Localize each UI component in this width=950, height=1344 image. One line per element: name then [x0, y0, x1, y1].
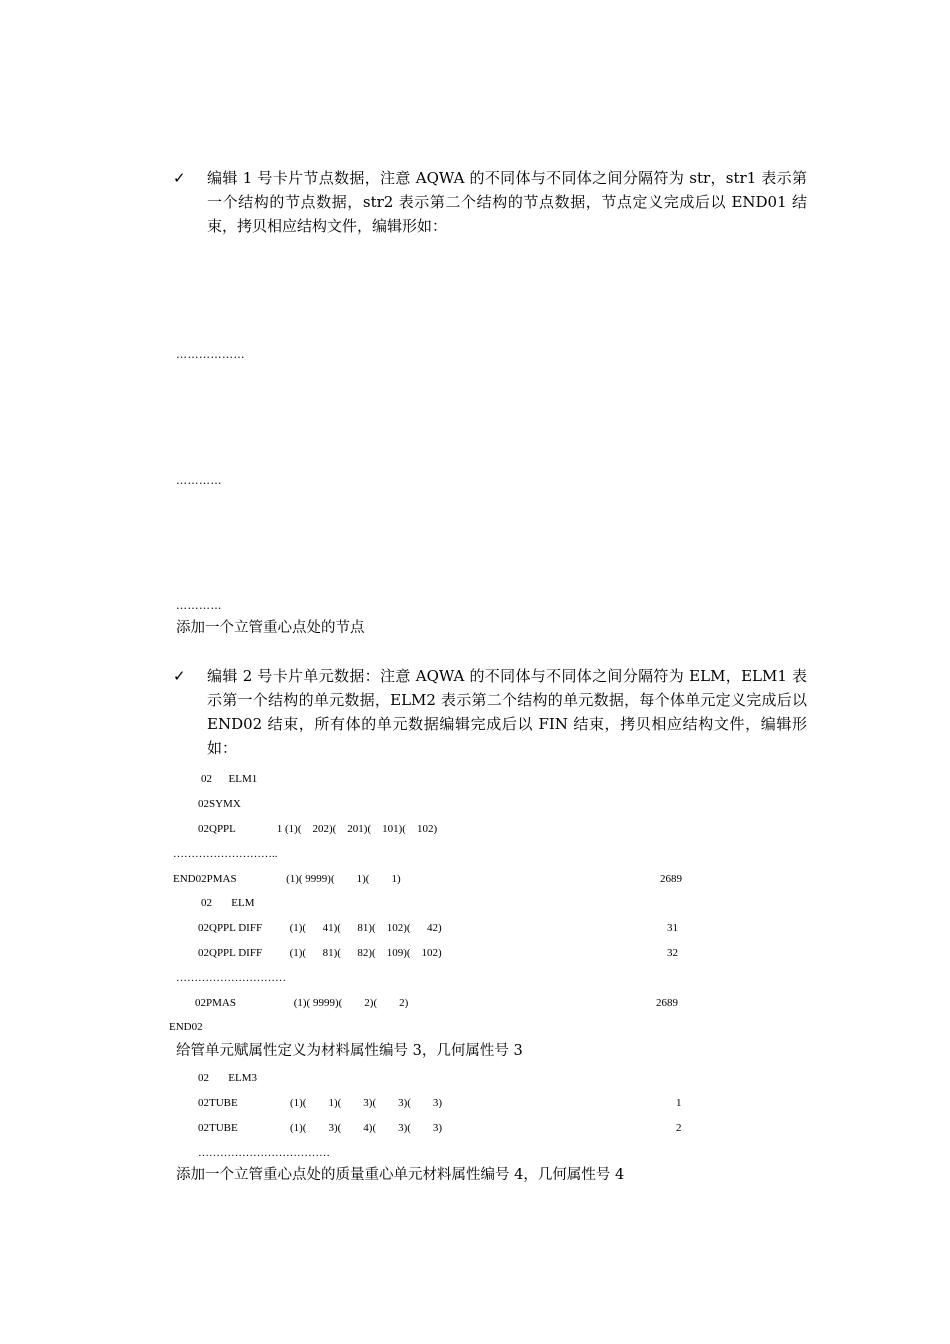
element-number: 1 [676, 1097, 682, 1109]
code-line: END02PMAS (1)( 9999)( 1)( 1) [173, 873, 401, 885]
code-line: 02QPPL DIFF (1)( 81)( 82)( 109)( 102) [198, 947, 442, 959]
check-mark-icon: ✓ [173, 667, 186, 685]
element-number: 2689 [656, 997, 678, 1009]
element-number: 2689 [660, 873, 682, 885]
code-line: 02TUBE (1)( 3)( 4)( 3)( 3) [198, 1122, 443, 1134]
check-mark-icon: ✓ [173, 169, 186, 187]
element-data-paragraph: 编辑 2 号卡片单元数据：注意 AQWA 的不同体与不同体之间分隔符为 ELM，ELM1 表示第一个结构的单元数据，ELM2 表示第二个结构的单元数据，每个体单元定义完成后以 END02 结束，所有体的单元数据编辑完成后以 FIN 结束，拷贝相应结构文件，编辑形如： [207, 667, 807, 757]
ellipsis-line: ………… [176, 474, 222, 487]
ellipsis-line: ………………………… [176, 972, 286, 984]
code-line: 02SYMX [198, 798, 241, 810]
ellipsis-line: ……………………….. [173, 848, 278, 860]
tube-property-note: 给管单元赋属性定义为材料属性编号 3，几何属性号 3 [176, 1043, 523, 1059]
ellipsis-line: ……………………………… [198, 1147, 330, 1159]
code-line: 02QPPL 1 (1)( 202)( 201)( 101)( 102) [198, 823, 438, 835]
code-line: 02 ELM3 [198, 1072, 257, 1084]
element-number: 31 [667, 922, 678, 934]
ellipsis-line: ……………… [176, 348, 245, 361]
code-line: END02 [169, 1021, 203, 1033]
code-line: 02TUBE (1)( 1)( 3)( 3)( 3) [198, 1097, 443, 1109]
element-number: 2 [676, 1122, 682, 1134]
mass-element-note: 添加一个立管重心点处的质量重心单元材料属性编号 4，几何属性号 4 [176, 1167, 625, 1183]
code-line: 02 ELM1 [201, 773, 258, 785]
code-line: 02QPPL DIFF (1)( 41)( 81)( 102)( 42) [198, 922, 442, 934]
node-data-paragraph: 编辑 1 号卡片节点数据，注意 AQWA 的不同体与不同体之间分隔符为 str，str1 表示第一个结构的节点数据，str2 表示第二个结构的节点数据，节点定义完成后以 END01 结束，拷贝相应结构文件，编辑形如： [207, 169, 807, 235]
code-line: 02PMAS (1)( 9999)( 2)( 2) [195, 997, 409, 1009]
ellipsis-line: ………… [176, 599, 222, 612]
element-number: 32 [667, 947, 678, 959]
node-note: 添加一个立管重心点处的节点 [176, 620, 365, 636]
code-line: 02 ELM [201, 897, 255, 909]
